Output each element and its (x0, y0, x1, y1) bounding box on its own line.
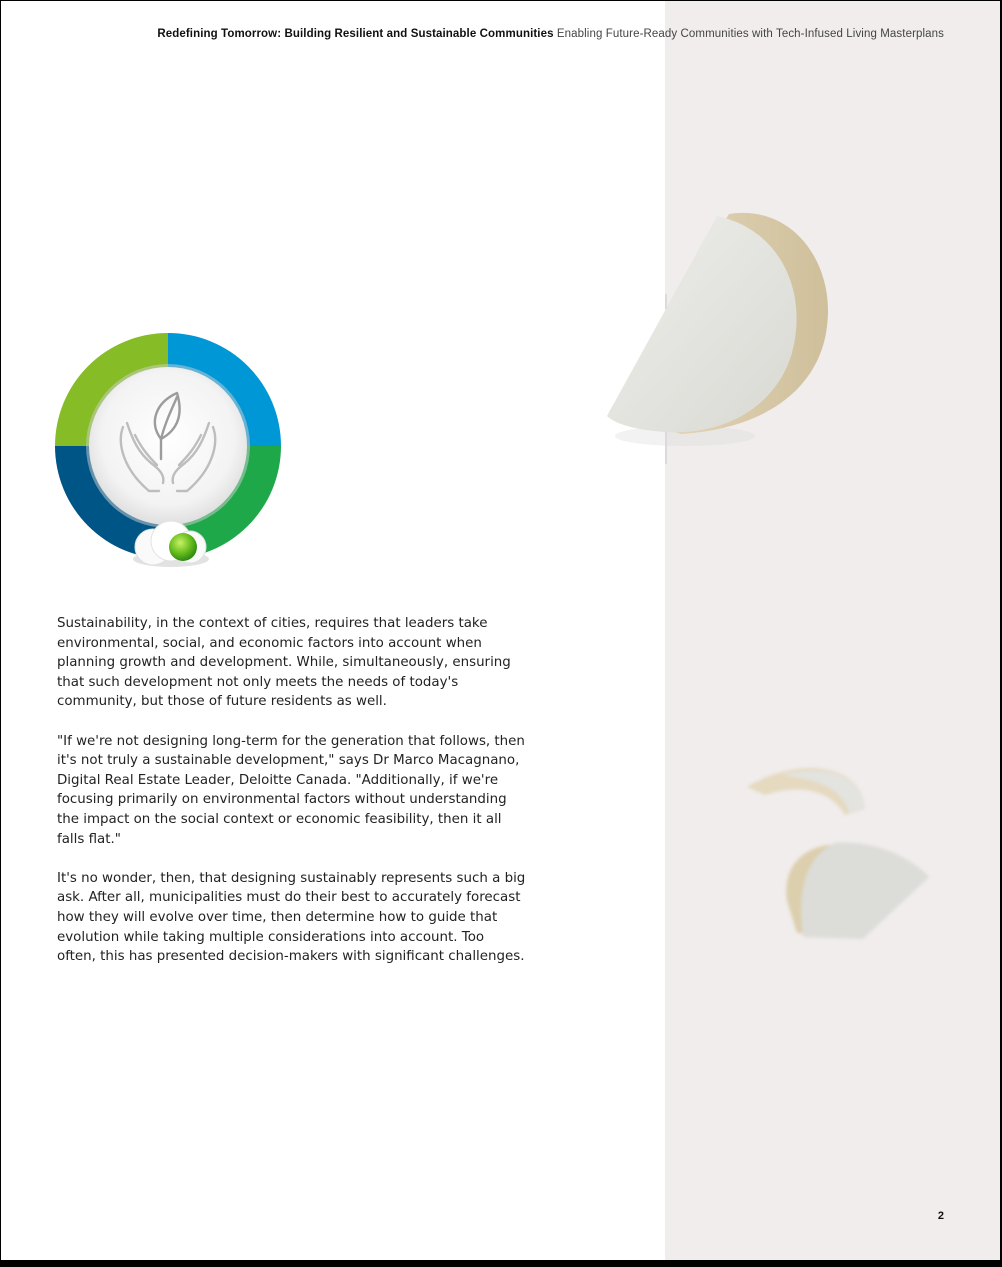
header-title: Redefining Tomorrow: Building Resilient and Sustainable Communities (157, 28, 554, 40)
running-header (157, 28, 944, 40)
half-disc-sculpture-top (595, 206, 845, 466)
header-subtitle: Enabling Future-Ready Communities with Tech-Infused Living Masterplans (556, 28, 944, 40)
paragraph-2: "If we're not designing long-term for the generation that follows, then it's not truly a sustainable development," says Dr Marco Macagnano, Digital Real Estate Leader, Deloitte Canada. "Additionally, if we're focusing primarily on environmental factors without understanding the impact on the social context or economic feasibility, then it all falls flat." (57, 733, 525, 847)
body-text (57, 614, 527, 986)
paragraph-1: Sustainability, in the context of cities, requires that leaders take environmental, social, and economic factors into account when planning growth and development. While, simultaneously, ensuring that such development not only meets the needs of today's community, but those of future residents as well. (57, 616, 511, 710)
page-number: 2 (937, 1210, 944, 1222)
paragraph-3: It's no wonder, then, that designing sustainably represents such a big ask. After all, municipalities must do their best to accurately forecast how they will evolve over time, then determine how to guide that evolution while taking multiple considerations into account. Too often, this has presented decision-makers with significant challenges. (57, 870, 526, 965)
document-page (1, 1, 1000, 1260)
sustainability-emblem (53, 331, 283, 571)
decorative-side-panel (665, 1, 1000, 1260)
curved-sculpture-bottom (741, 761, 941, 961)
green-ball (169, 533, 197, 561)
